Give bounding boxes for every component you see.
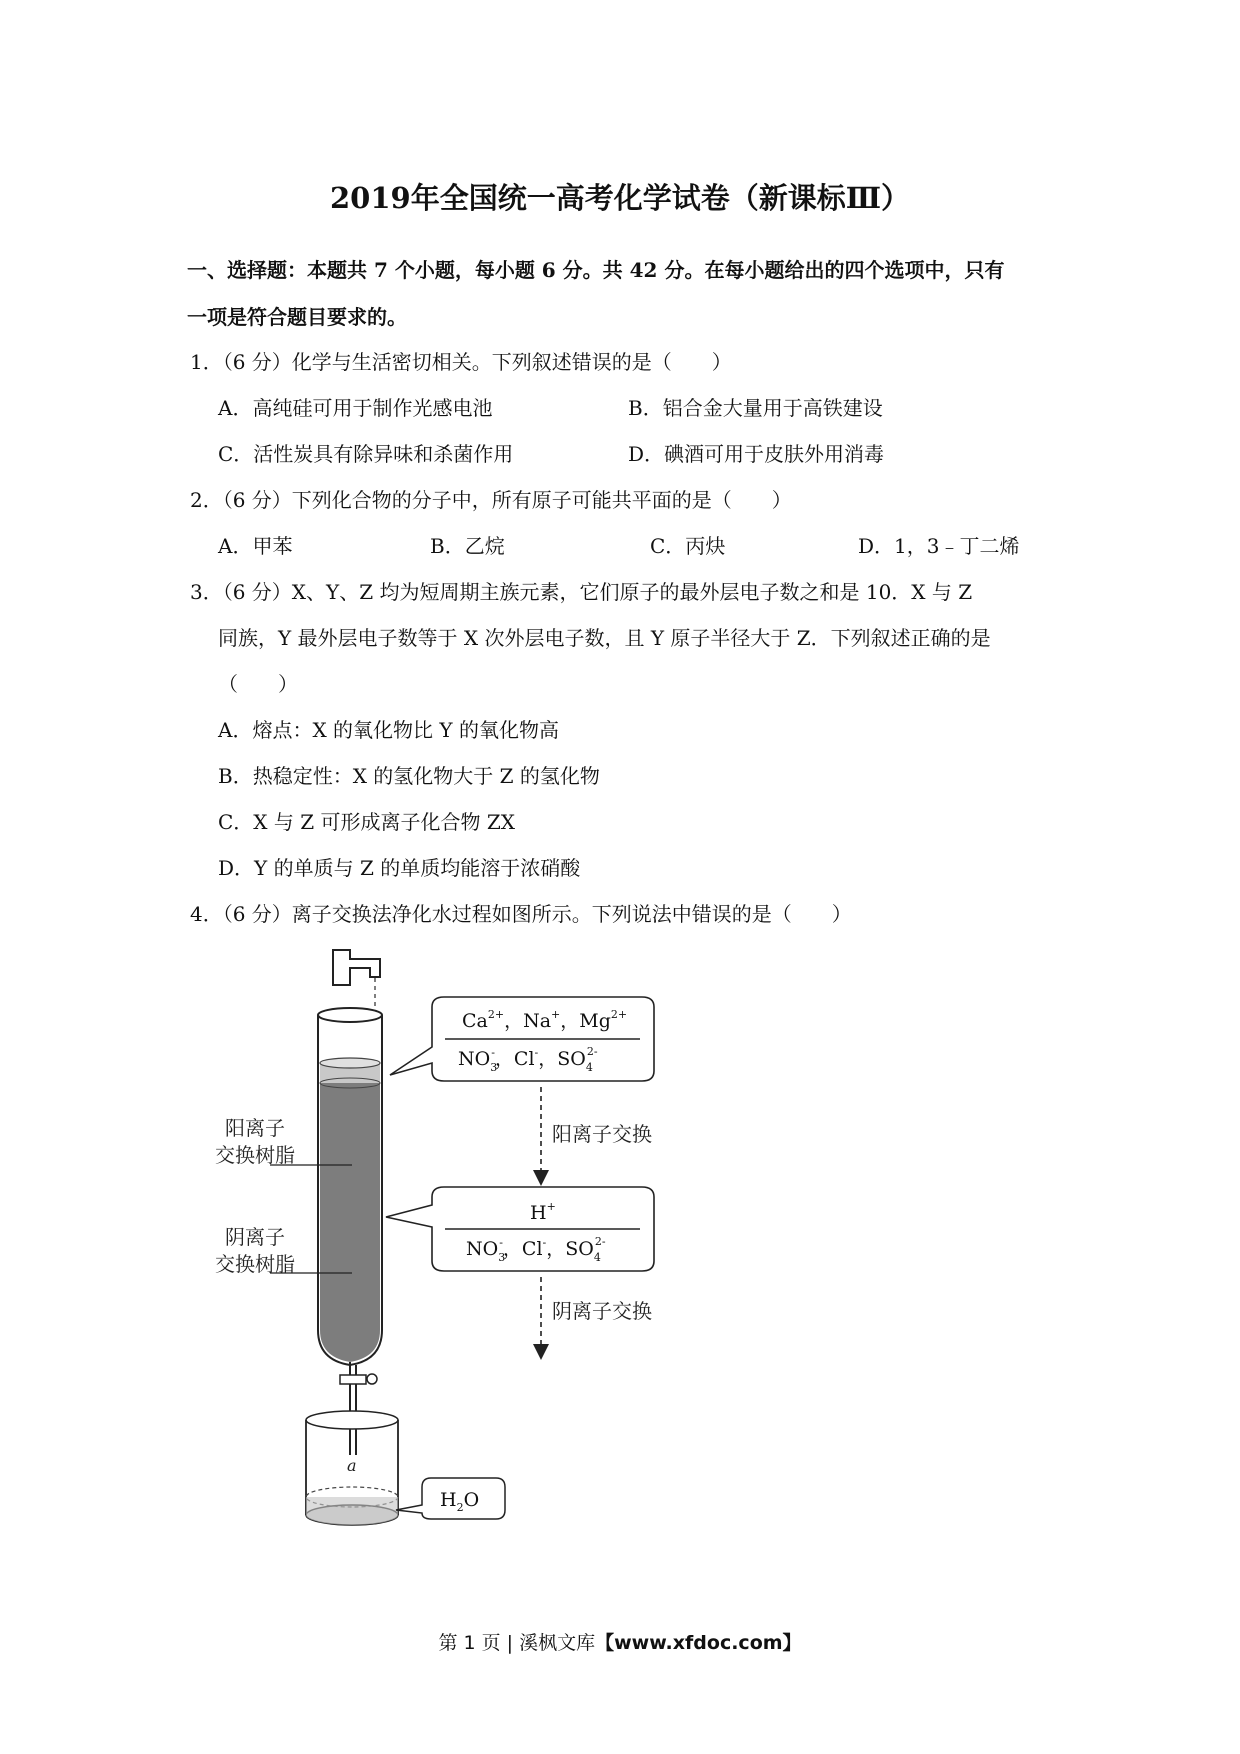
q3-stem-line3: （ ） xyxy=(218,672,298,696)
q1-option-a: A．高纯硅可用于制作光感电池 xyxy=(218,396,493,420)
section-heading-line1: 一、选择题：本题共 7 个小题，每小题 6 分。共 42 分。在每小题给出的四个选项中，只有 xyxy=(187,258,1005,282)
ion-callout-box-2 xyxy=(386,1187,654,1271)
page-title: 2019年全国统一高考化学试卷（新课标Ⅲ） xyxy=(329,181,911,215)
anion-resin-label-1: 阴离子 xyxy=(225,1225,285,1249)
drop-label: a xyxy=(347,1456,357,1475)
q1-option-c: C．活性炭具有除异味和杀菌作用 xyxy=(218,442,514,466)
water-callout xyxy=(396,1478,505,1519)
page-footer xyxy=(0,1628,1240,1655)
footer-url[interactable]: 【www.xfdoc.com】 xyxy=(595,1632,802,1654)
cation-resin-label-2: 交换树脂 xyxy=(215,1143,295,1167)
q2-option-a: A．甲苯 xyxy=(218,534,293,558)
q2-option-b: B．乙烷 xyxy=(430,534,505,558)
q3-stem-line2: 同族，Y 最外层电子数等于 X 次外层电子数，且 Y 原子半径大于 Z．下列叙述正确的是 xyxy=(218,626,991,650)
svg-text:NO3-，Cl-，SO42-: $NO_3-$，Cl-，$SO_42-$ xyxy=(466,1235,606,1264)
q1-option-d: D．碘酒可用于皮肤外用消毒 xyxy=(628,442,885,466)
q3-option-b: B．热稳定性：X 的氢化物大于 Z 的氢化物 xyxy=(218,764,600,788)
svg-text:H2O: $H_2O$ xyxy=(440,1489,480,1514)
faucet-icon xyxy=(333,950,380,985)
svg-text:Ca2+，Na+，Mg2+: $Ca^{2+}$，Na+，$Mg^{2+}$ xyxy=(462,1008,628,1032)
q3-option-a: A．熔点：X 的氧化物比 Y 的氧化物高 xyxy=(218,718,559,742)
q3-option-d: D．Y 的单质与 Z 的单质均能溶于浓硝酸 xyxy=(218,856,581,880)
q1-stem: 1．（6 分）化学与生活密切相关。下列叙述错误的是（ ） xyxy=(190,350,732,374)
anion-resin-label-2: 交换树脂 xyxy=(215,1252,295,1276)
q1-option-b: B．铝合金大量用于高铁建设 xyxy=(628,396,883,420)
ion-callout-box-1 xyxy=(390,997,654,1081)
q4-stem: 4．（6 分）离子交换法净化水过程如图所示。下列说法中错误的是（ ） xyxy=(190,902,852,926)
anion-exchange-label: 阴离子交换 xyxy=(552,1299,652,1323)
q3-option-c: C．X 与 Z 可形成离子化合物 ZX xyxy=(218,810,516,834)
footer-site-name: 溪枫文库 xyxy=(519,1632,596,1654)
q3-stem-line1: 3．（6 分）X、Y、Z 均为短周期主族元素，它们原子的最外层电子数之和是 10．X 与 Z xyxy=(190,580,973,604)
cation-exchange-label: 阳离子交换 xyxy=(552,1122,652,1146)
q2-option-c: C．丙炔 xyxy=(650,534,726,558)
cation-resin-label-1: 阳离子 xyxy=(225,1116,285,1140)
footer-separator: | xyxy=(500,1632,520,1654)
exchange-column xyxy=(318,1008,382,1455)
section-heading-line2: 一项是符合题目要求的。 xyxy=(187,305,407,329)
svg-text:NO3-，Cl-，SO42-: $NO_3-$，Cl-，$SO_42-$ xyxy=(458,1045,598,1074)
ion-exchange-diagram xyxy=(200,935,720,1535)
q2-option-d: D．1，3﹣丁二烯 xyxy=(858,534,1020,558)
svg-text:H+: H+ xyxy=(530,1200,556,1224)
q2-stem: 2．（6 分）下列化合物的分子中，所有原子可能共平面的是（ ） xyxy=(190,488,792,512)
footer-page-number: 第 1 页 xyxy=(438,1632,501,1654)
